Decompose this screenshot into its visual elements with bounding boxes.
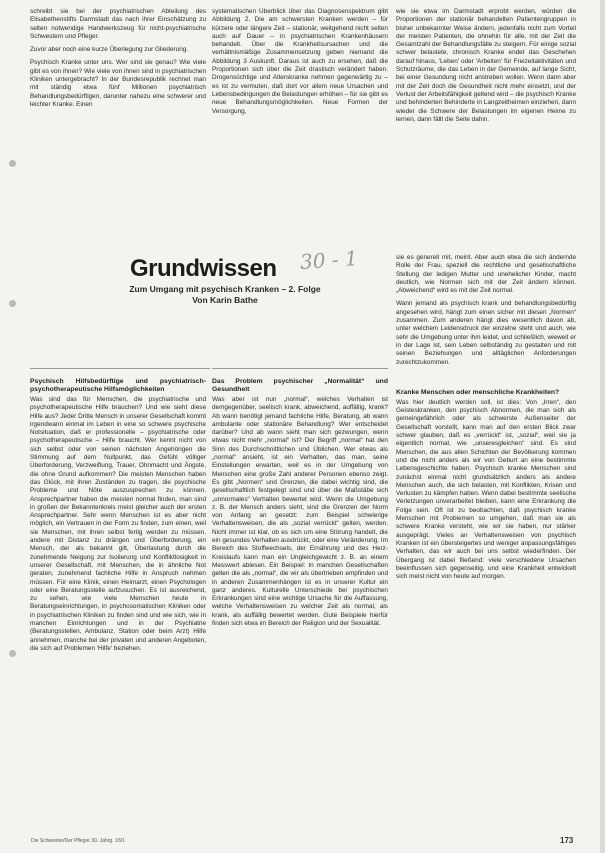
top-col2-paragraph-1: systematischen Überblick über das Diagnosenspektrum gibt Abbildung 2. Die am schwersten Kranken werden – für kürzere oder längere Zeit – stationär, weitgehend nicht selten auch auf Dauer – in psychiatrischen Krankenhäusern behandelt. Über die Krankheitsursachen und die verhältnismäßige Zusammensetzung geben niemand die Abbildung 3 Auskunft. Daraus ist auch zu ersehen, daß die Proportionen sich über die Zeit drastisch verändert haben. Drogensüchtige und Alterskranke nehmen gegenwärtig zu – es ist zu vermuten, daß dort vor allem neue Ursachen und Lebensbedingungen die Belastungen erhöhen – für sie gibt es neue Behandlungsmöglichkeiten. Neue Formen der Versorgung, bbox=[212, 8, 388, 115]
left-section-heading: Psychisch Hilfsbedürftige und psychiatrisch-psychotherapeutische Hilfsmöglichkeiten bbox=[30, 378, 206, 393]
right-paragraph-2: Wann jemand als psychisch krank und behandlungsbedürftig angesehen wird, hängt zum einen sicher mit diesen „Normen“ zusammen. Zum anderen hängt dies wesentlich davon ab, unter welchem Leidensdruck der einzelne steht und auch, wie sehr die Umgebung unter ihm leidet, und schließlich, wieweit er in der Lage ist, sein Leben selbständig zu gestalten und mit seinen Beziehungen und alltäglichen Anforderungen zurechtzukommen. bbox=[396, 300, 576, 366]
right-section-heading: Kranke Menschen oder menschliche Krankheiten? bbox=[396, 388, 560, 396]
left-paragraph-1: Was sind das für Menschen, die psychiatrische und psychotherapeutische Hilfe brauchen? Und wie sieht diese Hilfe aus? Jeder Dritte Mensch in unserer Gesellschaft kommt irgendwann einmal im Leben in eine so schwere psychische Notsituation, daß er professionelle – psychiatrische oder psychotherapeutische – Hilfe braucht. Wer kennt nicht von sich selbst oder von seinen nächsten Angehörigen die Stimmung auf dem Nullpunkt, das Gefühl völliger Überforderung, Verzweiflung, Trauer, Ohnmacht und Ängste, die ohne Grund aufkommen? Die meisten Menschen haben das Glück, mit ihren Zuständen zu tragen, die psychische Probleme und Nöte auszusprechen zu können. Ansprechpartner haben die meisten normal finden, man sind in großen der Bekanntenkreis meist gleicher auch der ersten Ansprechpartner. Sehr wenn Menschen ist es aber nicht möglich, ein Vertrauen in der Form zu finden, zum einen, weil sie Menschen, mit ihren selbst fertig werden zu müssen, andere mit Distanz zu drängen und Überforderung, ein Mensch, der als bekannt gilt, Überlastung durch die zunehmende Neigung zur Isolierung und Konfliktlosigkeit in unserer Gesellschaft, mit Menschen, die in ähnliche Not geraten, zunehmend fachliche Hilfe in Anspruch nehmen müssen. Für eine Klinik, einen Heimarzt, einen Psychologen oder eine Beratungsstelle aufzusuchen. Es ist ausreichend, zu sehen, wie viele Menschen heute in Beratungseinrichtungen, in psychosomatischen Kliniken oder in psychiatrischen Kliniken zu finden sind und wie sich, wie in manchen Einrichtungen und in der Psychiatrie (Beratungsstellen, Ambulanz, Station oder beim Arzt) Hilfe annehmen, manche bei der privaten und anderen Angeboten, die sich auf Problemen 'Hilfe' beziehen. bbox=[30, 396, 206, 652]
left-column bbox=[30, 378, 206, 830]
top-col1-paragraph-3: Psychisch Kranke unter uns. Wer sind sie genau? Wie viele gibt es von ihnen? Wie viele von ihnen sind in psychiatrischen Kliniken untergebracht? In der Bundesrepublik rechnet man mit ständig etwa fünf Millionen psychiatrisch Behandlungsbedürftigen, darunter nahezu eine schwerer und leichter Kranke. Einen bbox=[30, 59, 206, 108]
punch-hole-middle bbox=[9, 300, 16, 307]
subtitle-author-line: Von Karin Bathe bbox=[192, 295, 258, 305]
top-column-3 bbox=[396, 8, 576, 243]
right-column bbox=[396, 254, 576, 830]
right-paragraph-1: sie es generell mit, meint. Aber auch etwa die sich ändernde Rolle der Frau, speziell die rechtliche und gesellschaftliche Stellung der ledigen Mutter und unehelicher Kinder, macht deutlich, wie Normen sich mit der Zeit ändern können. „Abweichend“ wird es mit der Zeit normal. bbox=[396, 254, 576, 295]
top-column-2 bbox=[212, 8, 388, 243]
middle-paragraph-1: Was aber ist nun „normal“, welches Verhalten ist demgegenüber, seelisch krank, abweichend, auffällig, krank? Ab wann benötigt jemand fachliche Hilfe, Beratung, ab wann ambulante oder stationäre Behandlung? Wer entscheidet darüber? Und ab wann sieht man sich gezwungen, wenn etwas nicht mehr „normal“ ist? Der Begriff „normal“ hat den Sinn des Durchschnittlichen und Üblichen. Wer etwas als „normal“ ansieht, ist ein Verhalten, das man, seine Einstellungen erwarten, weil es in der Umgebung von Menschen eine große Zahl anderer Personen ebenso zeigt. Es gibt „Normen“ und Grenzen, die dabei wichtig sind, die gesellschaftlich festgelegt sind und über die Maßstäbe sich „unnormales“ Verhalten bewertet wird. Wenn die Umgebung z. B. der Mensch anders sieht, sind die Grenzen der Norm von Anfang an gesetzt: zum Beispiel schwierige Verhaltensweisen, die als „sozial verrückt“ gelten, werden. Nicht immer ist klar, ob es sich um eine Störung handelt, die ein gesundes Verhalten ausdrückt, oder eine Veränderung. Im Bereich des Stoffwechsels, der Ernährung und des Herz-Kreislaufs kann man ein Ungleichgewicht z. B. an einem Messwert ablesen. Ein Beispiel: In manchen Gesellschaften gelten die als „normal“, die wir als übertrieben empfinden und in anderen Zusammenhängen ist es in unserer Kultur ein ganz anderes. Kulturelle Unterschiede bei psychischen Erkrankungen sind eine wichtige Ursache für die Auffassung, welche Verhaltensweisen zu welcher Zeit als normal, als krank, als auffällig bewertet werden. Gute Beispiele hierfür finden sich etwa im Bereich der Religion und der Sexualität. bbox=[212, 396, 388, 628]
right-paragraph-3: Was hier deutlich werden soll, ist dies: Von „Irren“, den Geisteskranken, den psychisch Abnormen, die man sich als gemeingefährlich oder als schwerste Außenseiter der Gesellschaft vorstellt, kann man auf den ersten Blick zwar schwer glauben, daß es „verrückt“ ist, „sozial“, weil sie ja eigentlich normal, wie „unseresgleichen“ sind. Es sind Menschen, die aus allen Schichten der Bevölkerung kommen und die nicht anders als wir von Geburt an eine bestimmte Lebensgeschichte haben. Psychisch kranke Menschen sind zunächst einmal nicht grundsätzlich anders als andere Menschen auch, die sich belasten, mit Konflikten, Krisen und Verlusten zu kämpfen haben. Wenn dabei bestimmte seelische Verletzungen unverarbeitet bleiben, kann eine Erkrankung die Folge sein. Oft ist zu beobachten, daß psychisch kranke Menschen mit Problemen so umgehen, daß man sie als schwere Kranke versteht, wie wir sie haben, nur stärker ausgeprägt. Vieles an Verhaltensweisen von psychisch Kranken ist ein übersteigertes und weniger anpassungsfähiges Verhalten, das wir auch bei uns selbst wiederfinden. Der Übergang ist dabei fließend: viele verschiedene Ursachen beeinflussen sich gegenseitig, und eine Krankheit entwickelt sich meist nicht von heute auf morgen. bbox=[396, 398, 576, 581]
top-col1-paragraph-1: schreibt sie bei der psychiatrischen Abteilung des Elisabethenstifts Darmstadt das nach ihrer Einschätzung zu selten notwendige Handwerkszeug für nicht-psychiatrische Schwestern und Pfleger. bbox=[30, 8, 206, 40]
top-col1-paragraph-2: Zuvor aber noch eine kurze Überlegung zur Gliederung. bbox=[30, 46, 189, 54]
middle-column bbox=[212, 378, 388, 830]
top-column-1 bbox=[30, 8, 206, 243]
handwritten-note: 30 - 1 bbox=[299, 246, 359, 274]
middle-section-heading: Das Problem psychischer „Normalität“ und Gesundheit bbox=[212, 378, 388, 393]
subtitle-series-line: Zum Umgang mit psychisch Kranken – 2. Folge bbox=[129, 284, 321, 294]
journal-footer: Die Schwester/Der Pfleger 30. Jahrg. 1/91 bbox=[31, 838, 125, 844]
punch-hole-top bbox=[9, 160, 16, 167]
middle-divider bbox=[212, 368, 388, 369]
left-divider bbox=[30, 368, 210, 369]
top-col3-paragraph-1: wie sie etwa im Darmstadt erprobt werden, würden die Proportionen der stationär behandelten Patientengruppen in bisher unbekannter Weise ändern, jedenfalls nicht zum Vorteil der meisten Patienten, die ohnehin für alle, mit der Zeit die Gesamtzahl der Behandlungsfälle zu steigern. Für einige sozial schwer belastete, chronisch Kranke endet das Geschehen darauf hinaus, 'Leben' oder 'Arbeiten' für Freizeitaktivitäten und Schutzräume, die das Leben in der Gemeinde, auf lange Sicht, bei einer Gesundung nicht anstreben wollen. Wenn dann aber mit der Zeit doch die Gesundheit nicht mehr einsetzt, und der Verlust der Arbeitsfähigkeit geltend wird – die psychisch Kranke und behinderten Behinderte in Langzeitheimen einziehen, dann wieder die Schwere der Belastungen im eigenen Heime zu lernen, dann fällt die Seite dahin. bbox=[396, 8, 576, 123]
article-heading: Grundwissen bbox=[130, 255, 277, 282]
punch-hole-bottom bbox=[9, 650, 16, 657]
page-number: 173 bbox=[560, 836, 574, 845]
article-subtitle bbox=[80, 284, 370, 306]
page-edge bbox=[600, 0, 605, 853]
